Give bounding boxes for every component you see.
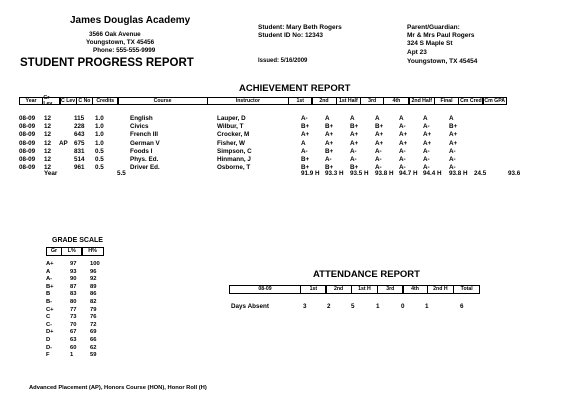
grade-scale-cell: B [46, 291, 51, 298]
achievement-col-header: 1st [288, 97, 312, 105]
achievement-cell: A- [399, 156, 406, 163]
achievement-cell: A+ [301, 131, 310, 139]
achievement-cell: 1.0 [95, 115, 104, 122]
grade-scale-cell: B+ [46, 283, 54, 290]
guardian-name: Mr & Mrs Paul Rogers [407, 32, 475, 39]
achievement-cell: 1.0 [95, 131, 104, 139]
achievement-cell: 643 [74, 131, 85, 139]
grade-scale-cell: 80 [70, 299, 77, 305]
achievement-cell: A- [301, 147, 308, 155]
grade-scale-cell: C- [46, 321, 53, 328]
achievement-cell: Fisher, W [217, 139, 245, 147]
achievement-cell: A+ [449, 131, 458, 139]
grade-scale-cell: 82 [90, 299, 97, 305]
achievement-year-cell: 24.5 [474, 170, 487, 178]
achievement-col-header: Instructor [207, 97, 289, 105]
achievement-cell: A- [375, 147, 382, 155]
achievement-cell: Crocker, M [217, 131, 250, 139]
achievement-cell: 831 [74, 147, 85, 155]
grade-scale-cell: 76 [90, 314, 97, 321]
grade-scale-cell: 92 [90, 276, 97, 283]
achievement-cell: A- [325, 156, 332, 163]
grade-scale-cell: A+ [46, 261, 54, 267]
achievement-col-header: Final [434, 97, 459, 105]
grade-scale-col-header: Gr [46, 247, 62, 256]
attendance-col-header: 1st [300, 285, 326, 294]
achievement-cell: 961 [74, 164, 85, 172]
achievement-cell: 0.5 [95, 164, 104, 172]
achievement-cell: Hinmann, J [217, 156, 251, 163]
attendance-col-header: 2nd H [427, 285, 454, 294]
achievement-cell: Simpson, C [217, 147, 252, 155]
grade-scale-cell: 100 [90, 261, 100, 267]
achievement-cell: B+ [325, 123, 334, 131]
achievement-cell: 08-09 [19, 164, 36, 172]
achievement-cell: A- [423, 147, 430, 155]
achievement-cell: A [375, 115, 380, 122]
achievement-col-header: Year [19, 97, 43, 105]
achievement-cell: Osborne, T [217, 164, 251, 172]
achievement-cell: A+ [423, 139, 432, 147]
achievement-cell: 1.0 [95, 123, 104, 131]
achievement-cell: B+ [301, 156, 310, 163]
achievement-cell: A- [350, 147, 357, 155]
grade-scale-cell: 93 [70, 268, 77, 275]
grade-scale-cell: 89 [90, 283, 97, 290]
achievement-cell: B+ [350, 164, 359, 172]
achievement-cell: 12 [44, 131, 52, 139]
achievement-header [19, 97, 551, 106]
student-name: Student: Mary Beth Rogers [258, 24, 342, 31]
grade-scale-cell: 1 [70, 352, 74, 359]
achievement-cell: B+ [301, 164, 310, 172]
attendance-col-header: 3rd [377, 285, 403, 294]
grade-scale-cell: 66 [90, 337, 97, 343]
achievement-cell: 08-09 [19, 147, 36, 155]
grade-scale-cell: C+ [46, 306, 54, 313]
attendance-cell: 1 [425, 303, 429, 310]
attendance-title: ATTENDANCE REPORT [313, 269, 420, 280]
achievement-cell: A- [399, 123, 406, 131]
attendance-col-header: 08-09 [229, 285, 301, 294]
school-name: James Douglas Academy [70, 15, 191, 26]
grade-scale-cell: D+ [46, 329, 54, 336]
achievement-cell: A- [301, 115, 308, 122]
grade-scale-cell: 62 [90, 344, 97, 351]
attendance-header [229, 285, 480, 294]
attendance-cell: 2 [327, 303, 331, 310]
achievement-cell: 1.0 [95, 139, 104, 147]
achievement-cell: Driver Ed. [130, 164, 160, 172]
achievement-cell: A- [375, 156, 382, 163]
grade-scale-cell: 70 [70, 321, 77, 328]
attendance-col-header: 4th [403, 285, 428, 294]
achievement-col-header: Cm GPA [484, 98, 506, 104]
achievement-cell: A- [423, 164, 430, 172]
achievement-cell: A- [375, 164, 382, 172]
achievement-col-header: Gr Lev [42, 97, 60, 105]
achievement-cell: French III [130, 131, 158, 139]
achievement-cell: 228 [74, 123, 85, 131]
achievement-col-header: 2nd [312, 97, 337, 105]
achievement-cell: 12 [44, 156, 52, 163]
grade-scale-cell: D [46, 337, 51, 343]
achievement-cell: A+ [325, 131, 334, 139]
footnote: Advanced Placement (AP), Honors Course (HON), Honor Roll (H) [29, 385, 207, 391]
grade-scale-table [46, 247, 103, 256]
achievement-year-cell: 94.4 H [423, 170, 442, 178]
achievement-cell: 08-09 [19, 139, 36, 147]
achievement-cell: A [325, 115, 330, 122]
achievement-cell: 514 [74, 156, 85, 163]
grade-scale-cell: 77 [70, 306, 77, 313]
attendance-cell: 0 [401, 303, 405, 310]
achievement-cell: 12 [44, 164, 52, 172]
grade-scale-cell: 97 [70, 261, 77, 267]
achievement-cell: English [130, 115, 153, 122]
grade-scale-cell: 90 [70, 276, 77, 283]
achievement-cell: A- [423, 123, 430, 131]
grade-scale-col-header: L% [61, 247, 82, 256]
achievement-year-cell: Year [44, 170, 58, 178]
achievement-cell: A+ [449, 139, 458, 147]
grade-scale-cell: 69 [90, 329, 97, 336]
achievement-title: ACHIEVEMENT REPORT [239, 83, 351, 94]
achievement-cell: 12 [44, 139, 52, 147]
achievement-cell: 115 [74, 115, 85, 122]
achievement-col-header: 2nd Half [409, 97, 435, 105]
achievement-col-header: C Lev [61, 98, 76, 104]
achievement-cell: A [399, 115, 404, 122]
achievement-cell: B+ [301, 123, 310, 131]
student-id: Student ID No: 12343 [258, 32, 324, 39]
achievement-cell: 12 [44, 147, 52, 155]
achievement-col-header: C No [76, 97, 93, 105]
achievement-cell: A [350, 115, 355, 122]
achievement-cell: A+ [350, 131, 359, 139]
issued-date: Issued: 5/16/2009 [258, 58, 308, 64]
achievement-col-header: Credits [92, 97, 118, 105]
achievement-year-cell: 91.9 H [301, 170, 320, 178]
grade-scale-header [46, 247, 103, 256]
grade-scale-cell: 60 [70, 344, 77, 351]
achievement-year-cell: 93.5 H [350, 170, 369, 178]
achievement-cell: A- [423, 156, 430, 163]
achievement-cell: A+ [399, 139, 408, 147]
achievement-cell: A- [399, 147, 406, 155]
achievement-cell: 12 [44, 123, 52, 131]
achievement-cell: A- [350, 156, 357, 163]
achievement-cell: 675 [74, 139, 85, 147]
achievement-cell: 08-09 [19, 123, 36, 131]
achievement-cell: A+ [325, 139, 334, 147]
guardian-city: Youngstown, TX 45454 [407, 58, 478, 65]
grade-scale-col-header: H% [82, 247, 104, 256]
guardian-label: Parent/Guardian: [407, 24, 460, 31]
achievement-cell: B+ [449, 123, 458, 131]
achievement-year-cell: 93.8 H [375, 170, 394, 178]
attendance-col-header: 1st H [351, 285, 378, 294]
grade-scale-cell: F [46, 352, 50, 359]
grade-scale-cell: 79 [90, 306, 97, 313]
achievement-col-header: Course [118, 97, 208, 105]
grade-scale-cell: D- [46, 344, 53, 351]
guardian-address-1: 324 S Maple St [407, 40, 453, 47]
achievement-cell: Phys. Ed. [130, 156, 159, 163]
grade-scale-cell: 83 [70, 291, 77, 298]
grade-scale-cell: 96 [90, 268, 97, 275]
school-address-2: Youngstown, TX 45456 [86, 39, 155, 46]
achievement-cell: AP [59, 139, 68, 147]
achievement-cell: A [301, 139, 306, 147]
grade-scale-cell: 67 [70, 329, 77, 336]
school-address-1: 3566 Oak Avenue [89, 31, 141, 38]
attendance-col-header: Total [453, 285, 480, 294]
achievement-col-header: 3rd [360, 97, 384, 105]
school-phone: Phone: 555-555-9999 [93, 47, 156, 54]
achievement-cell: B+ [325, 164, 334, 172]
attendance-col-header: 2nd [326, 285, 352, 294]
achievement-cell: Wilbur, T [217, 123, 244, 131]
grade-scale-cell: C [46, 314, 51, 321]
achievement-col-header: Cm Cred [460, 98, 482, 104]
achievement-year-cell: 93.6 [508, 170, 521, 178]
achievement-cell: B+ [325, 147, 334, 155]
attendance-cell: 3 [303, 303, 307, 310]
attendance-cell: 6 [460, 303, 464, 310]
attendance-cell: 5 [351, 303, 355, 310]
achievement-year-cell: 94.7 H [399, 170, 418, 178]
grade-scale-cell: A [46, 268, 51, 275]
achievement-cell: 08-09 [19, 131, 36, 139]
grade-scale-cell: 63 [70, 337, 77, 343]
grade-scale-cell: 87 [70, 283, 77, 290]
achievement-cell: Civics [130, 123, 149, 131]
report-title: STUDENT PROGRESS REPORT [20, 57, 194, 69]
achievement-cell: 08-09 [19, 156, 36, 163]
achievement-cell: B+ [375, 123, 384, 131]
achievement-cell: A+ [399, 131, 408, 139]
grade-scale-cell: 73 [70, 314, 77, 321]
achievement-cell: A+ [350, 139, 359, 147]
achievement-cell: A [423, 115, 428, 122]
achievement-col-header: 1st Half [336, 97, 361, 105]
guardian-address-2: Apt 23 [407, 49, 427, 56]
grade-scale-cell: B- [46, 299, 53, 305]
achievement-cell: 08-09 [19, 115, 36, 122]
achievement-cell: A- [449, 164, 456, 172]
grade-scale-cell: 59 [90, 352, 97, 359]
attendance-cell: 1 [376, 303, 380, 310]
achievement-cell: A+ [423, 131, 432, 139]
achievement-cell: 0.5 [95, 156, 104, 163]
achievement-cell: A- [449, 147, 456, 155]
achievement-cell: 0.5 [95, 147, 104, 155]
achievement-cell: 12 [44, 115, 52, 122]
achievement-cell: Lauper, D [217, 115, 246, 122]
achievement-cell: A [449, 115, 454, 122]
achievement-cell: A- [399, 164, 406, 172]
achievement-cell: German V [130, 139, 160, 147]
achievement-cell: Foods I [130, 147, 153, 155]
achievement-cell: B+ [350, 123, 359, 131]
achievement-col-header: 4th [383, 97, 409, 105]
attendance-cell: Days Absent [231, 303, 269, 310]
achievement-cell: A- [449, 156, 456, 163]
achievement-year-cell: 5.5 [117, 170, 126, 178]
grade-scale-cell: A- [46, 276, 53, 283]
achievement-cell: A+ [375, 131, 384, 139]
grade-scale-cell: 86 [90, 291, 97, 298]
achievement-year-cell: 93.8 H [449, 170, 468, 178]
grade-scale-title: GRADE SCALE [52, 237, 103, 244]
grade-scale-cell: 72 [90, 321, 97, 328]
achievement-cell: A+ [375, 139, 384, 147]
achievement-year-cell: 93.3 H [325, 170, 344, 178]
